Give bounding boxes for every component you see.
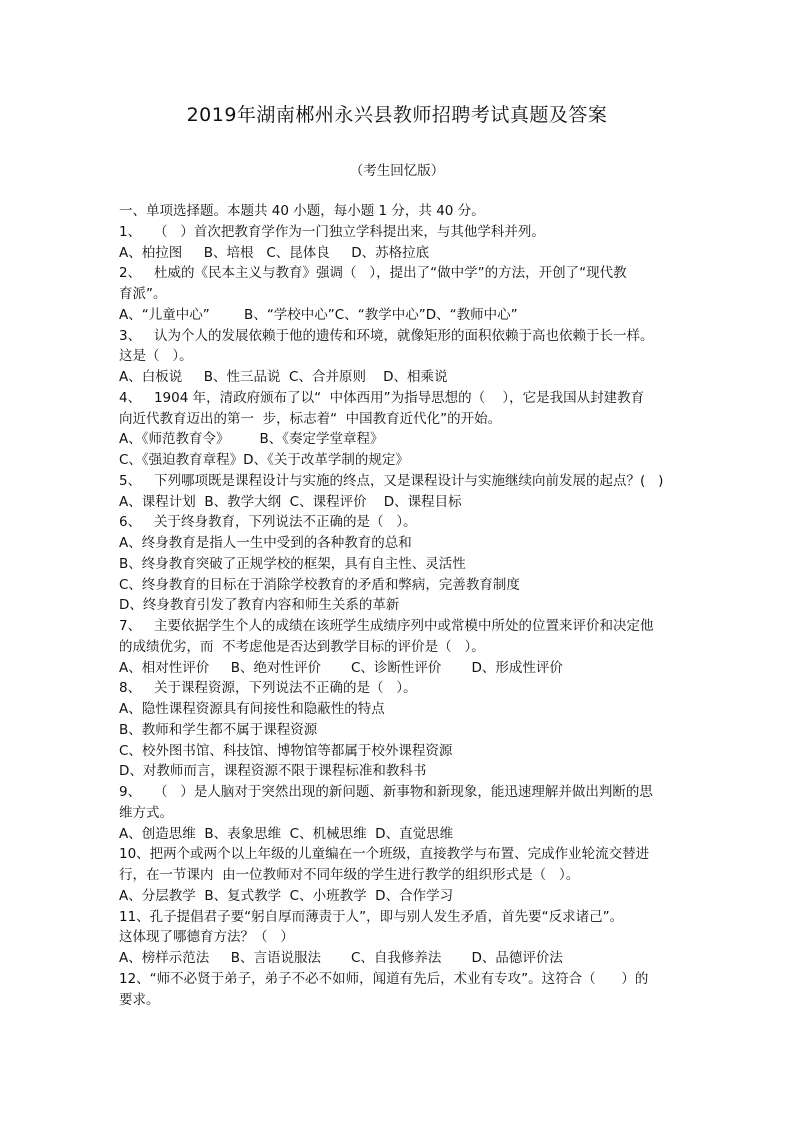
text-line: A、隐性课程资源具有间接性和隐蔽性的特点	[119, 701, 385, 717]
text-line: 要求。	[119, 991, 160, 1008]
text-line: A、分层教学 B、复式教学 C、小班教学 D、合作学习	[119, 887, 454, 904]
text-line: 10、把两个或两个以上年级的儿童编在一个班级，直接教学与布置、完成作业轮流交替进	[119, 846, 650, 863]
text-line: A、柏拉图 B、培根 C、昆体良 D、苏格拉底	[119, 244, 430, 261]
text-line: 6、 关于终身教育，下列说法不正确的是（ ）。	[119, 514, 417, 531]
text-line: 4、 1904 年，清政府颁布了以“ 中体西用”为指导思想的（ ），它是我国从封建教育	[119, 389, 645, 406]
text-line: 行，在一节课内 由一位教师对不同年级的学生进行教学的组织形式是（ ）。	[119, 867, 580, 883]
text-line: 5、 下列哪项既是课程设计与实施的终点，又是课程设计与实施继续向前发展的起点？( )	[119, 472, 664, 489]
text-line: A、《师范教育令》 B、《奏定学堂章程》	[119, 431, 384, 448]
document-subtitle: （考生回忆版）	[349, 163, 445, 179]
text-line: A、白板说 B、性三品说 C、合并原则 D、相乘说	[119, 369, 448, 385]
text-line: 9、 （ ）是人脑对于突然出现的新问题、新事物和新现象，能迅速理解并做出判断的思	[119, 784, 653, 800]
text-line: D、对教师而言，课程资源不限于课程标准和教科书	[119, 763, 427, 780]
text-line: A、榜样示范法 B、言语说服法 C、自我修养法 D、品德评价法	[119, 950, 563, 966]
text-line: 的成绩优劣，而 不考虑他是否达到教学目标的评价是（ ）。	[119, 638, 485, 655]
text-line: B、教师和学生都不属于课程资源	[119, 721, 318, 738]
text-line: 2、 杜威的《民本主义与教育》强调（ ），提出了“做中学”的方法，开创了“现代教	[119, 265, 627, 282]
text-line: 育派”。	[119, 286, 167, 302]
text-line: A、创造思维 B、表象思维 C、机械思维 D、直觉思维	[119, 825, 454, 842]
text-line: A、相对性评价 B、绝对性评价 C、诊断性评价 D、形成性评价	[119, 659, 563, 676]
text-line: C、校外图书馆、科技馆、博物馆等都属于校外课程资源	[119, 742, 453, 759]
text-line: 1、 （ ）首次把教育学作为一门独立学科提出来，与其他学科并列。	[119, 223, 545, 240]
text-line: B、终身教育突破了正规学校的框架，具有自主性、灵活性	[119, 555, 466, 572]
text-line: 12、“师不必贤于弟子，弟子不必不如师，闻道有先后，术业有专攻”。这符合（ ）的	[119, 970, 649, 987]
document-body	[119, 201, 689, 1010]
text-line: 维方式。	[119, 804, 173, 821]
text-line: 这体现了哪德育方法？（ ）	[119, 929, 294, 946]
text-line: A、课程计划 B、教学大纲 C、课程评价 D、课程目标	[119, 493, 462, 510]
text-line: D、终身教育引发了教育内容和师生关系的革新	[119, 597, 400, 614]
text-line: 7、 主要依据学生个人的成绩在该班学生成绩序列中或常模中所处的位置来评价和决定他	[119, 618, 654, 634]
text-line: C、《强迫教育章程》D、《关于改革学制的规定》	[119, 452, 409, 468]
text-line: C、终身教育的目标在于消除学校教育的矛盾和弊病，完善教育制度	[119, 576, 520, 593]
text-line: 8、 关于课程资源，下列说法不正确的是（ ）。	[119, 680, 417, 697]
text-line: A、“儿童中心” B、“学校中心”C、“教学中心”D、“教师中心”	[119, 306, 518, 323]
text-line: 11、孔子提倡君子要“躬自厚而薄责于人”，即与别人发生矛盾，首先要“反求诸己”。	[119, 908, 624, 925]
text-line: 这是（ ）。	[119, 348, 193, 365]
text-line: 一、单项选择题。本题共 40 小题，每小题 1 分，共 40 分。	[119, 203, 485, 219]
document-title: 2019年湖南郴州永兴县教师招聘考试真题及答案	[186, 104, 608, 126]
text-line: A、终身教育是指人一生中受到的各种教育的总和	[119, 535, 412, 551]
text-line: 向近代教育迈出的第一 步，标志着“ 中国教育近代化”的开始。	[119, 410, 502, 427]
text-line: 3、 认为个人的发展依赖于他的遗传和环境，就像矩形的面积依赖于高也依赖于长一样。	[119, 327, 654, 344]
